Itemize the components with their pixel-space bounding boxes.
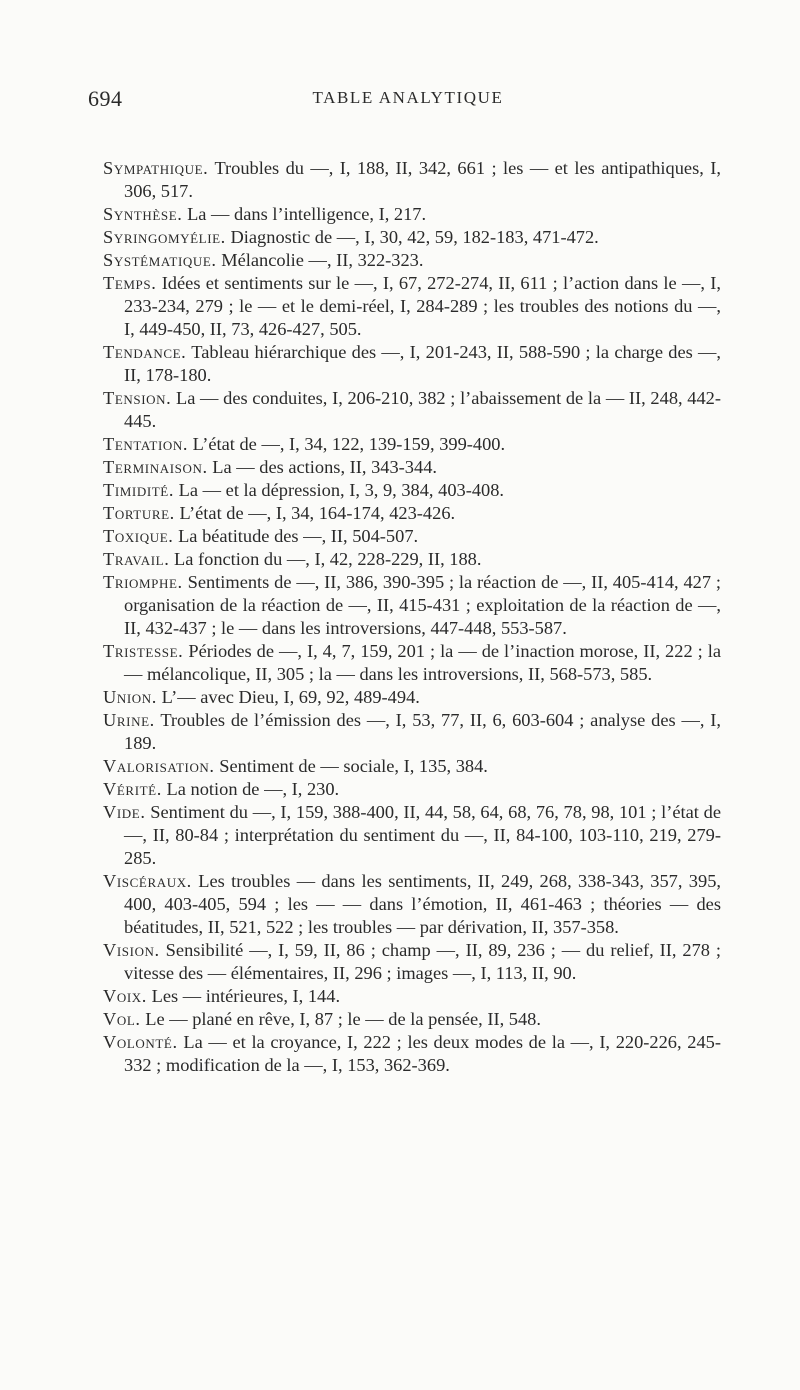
index-references: Périodes de —, I, 4, 7, 159, 201 ; la — de l’inaction morose, II, 222 ; la — mélancolique, II, 305 ; la — dans les introversions, II, 568-573, 585. xyxy=(124,641,721,684)
index-term: Torture. xyxy=(103,503,175,523)
index-entry xyxy=(103,272,721,341)
index-references: La — et la croyance, I, 222 ; les deux modes de la —, I, 220-226, 245-332 ; modification de la —, I, 153, 362-369. xyxy=(124,1032,721,1075)
index-term: Union. xyxy=(103,687,157,707)
index-entry xyxy=(103,939,721,985)
index-term: Urine. xyxy=(103,710,155,730)
index-entry xyxy=(103,249,721,272)
index-references: La béatitude des —, II, 504-507. xyxy=(178,526,419,546)
index-entry xyxy=(103,203,721,226)
index-term: Syringomyélie. xyxy=(103,227,226,247)
index-term: Vide. xyxy=(103,802,146,822)
index-term: Toxique. xyxy=(103,526,174,546)
index-term: Tristesse. xyxy=(103,641,184,661)
index-entry xyxy=(103,571,721,640)
index-entry xyxy=(103,433,721,456)
index-term: Triomphe. xyxy=(103,572,183,592)
index-references: La — et la dépression, I, 3, 9, 384, 403-408. xyxy=(178,480,505,500)
index-references: Troubles du —, I, 188, II, 342, 661 ; les — et les antipathiques, I, 306, 517. xyxy=(124,158,721,201)
index-references: Idées et sentiments sur le —, I, 67, 272-274, II, 611 ; l’action dans le —, I, 233-234, 279 ; le — et le demi-réel, I, 284-289 ; les troubles des notions du —, I, 449-450, II, 73, 426-427, 505. xyxy=(124,273,721,339)
index-references: Les — intérieures, I, 144. xyxy=(151,986,341,1006)
index-entry xyxy=(103,226,721,249)
index-entry xyxy=(103,387,721,433)
index-term: Synthèse. xyxy=(103,204,183,224)
index-entry xyxy=(103,479,721,502)
running-title: TABLE ANALYTIQUE xyxy=(312,88,504,107)
index-references: La — des conduites, I, 206-210, 382 ; l’abaissement de la — II, 248, 442-445. xyxy=(124,388,721,431)
index-references: Sentiments de —, II, 386, 390-395 ; la réaction de —, II, 405-414, 427 ; organisation de la réaction de —, II, 415-431 ; exploitation de la réaction de —, II, 432-437 ; le — dans les introversions, 447-448, 553-587. xyxy=(124,572,721,638)
index-term: Tendance. xyxy=(103,342,187,362)
index-references: Sentiment du —, I, 159, 388-400, II, 44, 58, 64, 68, 76, 78, 98, 101 ; l’état de —, II, 80-84 ; interprétation du sentiment du —, II, 84-100, 103-110, 219, 279-285. xyxy=(124,802,721,868)
index-entry xyxy=(103,778,721,801)
index-term: Temps. xyxy=(103,273,157,293)
index-entry xyxy=(103,686,721,709)
index-references: Sensibilité —, I, 59, II, 86 ; champ —, II, 89, 236 ; — du relief, II, 278 ; vitesse des — élémentaires, II, 296 ; images —, I, 113, II, 90. xyxy=(124,940,721,983)
index-references: La — des actions, II, 343-344. xyxy=(212,457,437,477)
index-term: Travail. xyxy=(103,549,170,569)
index-references: Mélancolie —, II, 322-323. xyxy=(221,250,424,270)
index-entry xyxy=(103,709,721,755)
index-references: La notion de —, I, 230. xyxy=(166,779,340,799)
index-references: L’état de —, I, 34, 122, 139-159, 399-400. xyxy=(192,434,506,454)
index-term: Sympathique. xyxy=(103,158,209,178)
index-term: Viscéraux. xyxy=(103,871,192,891)
index-term: Voix. xyxy=(103,986,147,1006)
index-entry xyxy=(103,870,721,939)
index-references: Diagnostic de —, I, 30, 42, 59, 182-183, 471-472. xyxy=(230,227,599,247)
index-entry xyxy=(103,1008,721,1031)
index-references: Sentiment de — sociale, I, 135, 384. xyxy=(219,756,488,776)
index-entry xyxy=(103,456,721,479)
index-entry xyxy=(103,157,721,203)
index-references: Troubles de l’émission des —, I, 53, 77, II, 6, 603-604 ; analyse des —, I, 189. xyxy=(124,710,722,753)
index-entry xyxy=(103,640,721,686)
index-term: Vol. xyxy=(103,1009,141,1029)
index-references: La — dans l’intelligence, I, 217. xyxy=(187,204,427,224)
page-header xyxy=(88,86,728,116)
index-term: Terminaison. xyxy=(103,457,208,477)
index-references: L’— avec Dieu, I, 69, 92, 489-494. xyxy=(161,687,420,707)
index-term: Valorisation. xyxy=(103,756,215,776)
index-references: La fonction du —, I, 42, 228-229, II, 188. xyxy=(174,549,482,569)
index-entry xyxy=(103,755,721,778)
index-references: Le — plané en rêve, I, 87 ; le — de la pensée, II, 548. xyxy=(145,1009,541,1029)
index-entry xyxy=(103,525,721,548)
index-entry xyxy=(103,341,721,387)
index-references: L’état de —, I, 34, 164-174, 423-426. xyxy=(179,503,456,523)
index-term: Timidité. xyxy=(103,480,175,500)
index-entries xyxy=(103,157,721,1077)
index-term: Vérité. xyxy=(103,779,162,799)
index-entry xyxy=(103,985,721,1008)
index-entry xyxy=(103,801,721,870)
index-term: Tentation. xyxy=(103,434,189,454)
index-references: Les troubles — dans les sentiments, II, 249, 268, 338-343, 357, 395, 400, 403-405, 594 ; les — — dans l’émotion, II, 461-463 ; théories — des béatitudes, II, 521, 522 ; les troubles — par dérivation, II, 357-358. xyxy=(124,871,721,937)
index-entry xyxy=(103,548,721,571)
index-term: Systématique. xyxy=(103,250,217,270)
index-entry xyxy=(103,502,721,525)
index-term: Tension. xyxy=(103,388,172,408)
index-references: Tableau hiérarchique des —, I, 201-243, II, 588-590 ; la charge des —, II, 178-180. xyxy=(124,342,722,385)
index-entry xyxy=(103,1031,721,1077)
page-number: 694 xyxy=(88,86,123,111)
index-term: Vision. xyxy=(103,940,160,960)
index-term: Volonté. xyxy=(103,1032,178,1052)
